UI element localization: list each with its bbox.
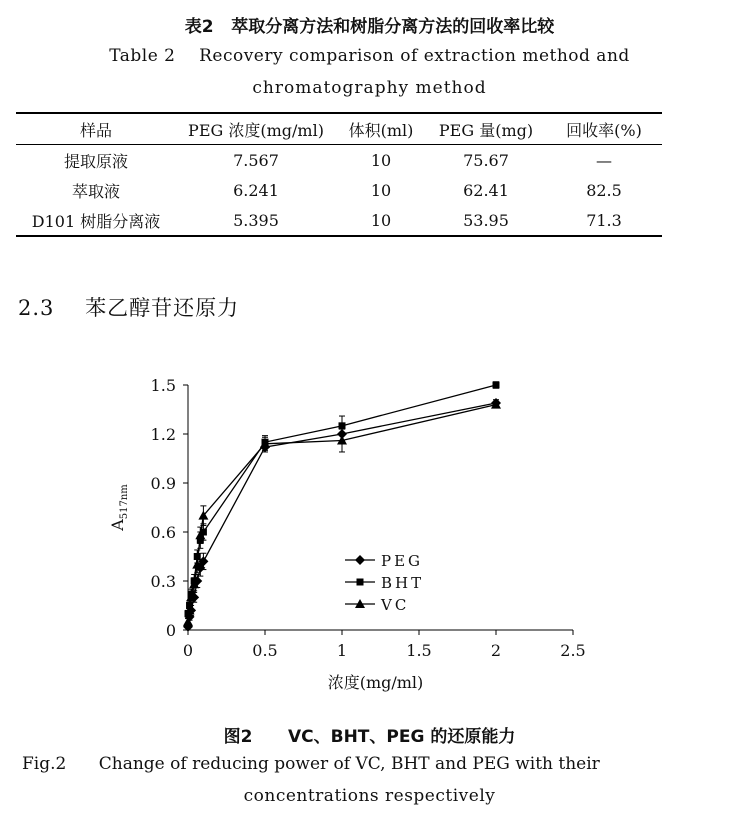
x-tick-label: 0.5 (252, 641, 278, 660)
table-cell: 71.3 (586, 210, 622, 230)
table-header-row (16, 113, 662, 145)
x-tick-label: 2 (490, 641, 502, 660)
y-tick-label: 1.2 (150, 425, 176, 444)
table-cell: 10 (370, 180, 392, 200)
y-tick-label: 0.6 (150, 523, 176, 542)
figure-caption-en-line2: concentrations respectively (243, 786, 496, 806)
header-peg-concentration: PEG 浓度(mg/ml) (188, 120, 324, 140)
figure-caption-en-line1: Fig.2 Change of reducing power of VC, BHT and PEG with their (22, 754, 600, 774)
legend-label-peg: PEG (381, 552, 424, 570)
table-cell: 提取原液 (63, 151, 128, 171)
section-heading: 2.3 苯乙醇苷还原力 (18, 296, 240, 320)
x-tick-label: 2.5 (560, 641, 586, 660)
y-axis-label-main: A (108, 519, 127, 531)
y-tick-label: 1.5 (150, 376, 176, 395)
y-axis-label (108, 484, 130, 532)
legend-label-bht: BHT (381, 574, 425, 592)
table-title-en-line1: Table 2 Recovery comparison of extraction method and (109, 46, 630, 66)
table-cell: 7.567 (233, 150, 279, 170)
header-volume: 体积(ml) (348, 120, 414, 140)
table-cell: 10 (370, 210, 392, 230)
reducing-power-chart (0, 360, 739, 710)
table-cell: 6.241 (233, 180, 279, 200)
data-point-bht (339, 422, 346, 429)
table-cell: D101 树脂分离液 (31, 211, 161, 231)
figure-caption-cn: 图2 VC、BHT、PEG 的还原能力 (223, 727, 516, 747)
table-cell: — (596, 150, 612, 170)
table-cell: 75.67 (463, 150, 509, 170)
table-title-en-line2: chromatography method (252, 78, 487, 98)
x-tick-label: 1 (336, 641, 348, 660)
table-cell: 62.41 (463, 180, 509, 200)
table-row (16, 205, 662, 236)
table-row (16, 175, 662, 205)
data-point-bht (493, 382, 500, 389)
table-cell: 萃取液 (71, 181, 120, 201)
y-tick-label: 0 (165, 621, 176, 640)
header-peg-amount: PEG 量(mg) (438, 120, 534, 140)
y-tick-label: 0.3 (150, 572, 176, 591)
table-cell: 82.5 (586, 180, 622, 200)
legend-label-vc: VC (381, 596, 410, 614)
table-cell: 10 (370, 150, 392, 170)
table-row (16, 145, 662, 176)
legend-marker-peg (355, 555, 365, 565)
x-axis-label: 浓度(mg/ml) (327, 673, 424, 692)
table-cell: 53.95 (463, 210, 509, 230)
recovery-table (16, 112, 662, 237)
table-cell: 5.395 (233, 210, 279, 230)
x-tick-label: 0 (182, 641, 194, 660)
y-tick-label: 0.9 (150, 474, 176, 493)
table-title-cn: 表2 萃取分离方法和树脂分离方法的回收率比较 (184, 17, 555, 37)
header-sample: 样品 (79, 120, 112, 140)
header-recovery: 回收率(%) (566, 120, 642, 140)
y-axis-label-sub: 517nm (119, 484, 130, 520)
x-tick-label: 1.5 (406, 641, 432, 660)
legend-marker-bht (357, 579, 364, 586)
